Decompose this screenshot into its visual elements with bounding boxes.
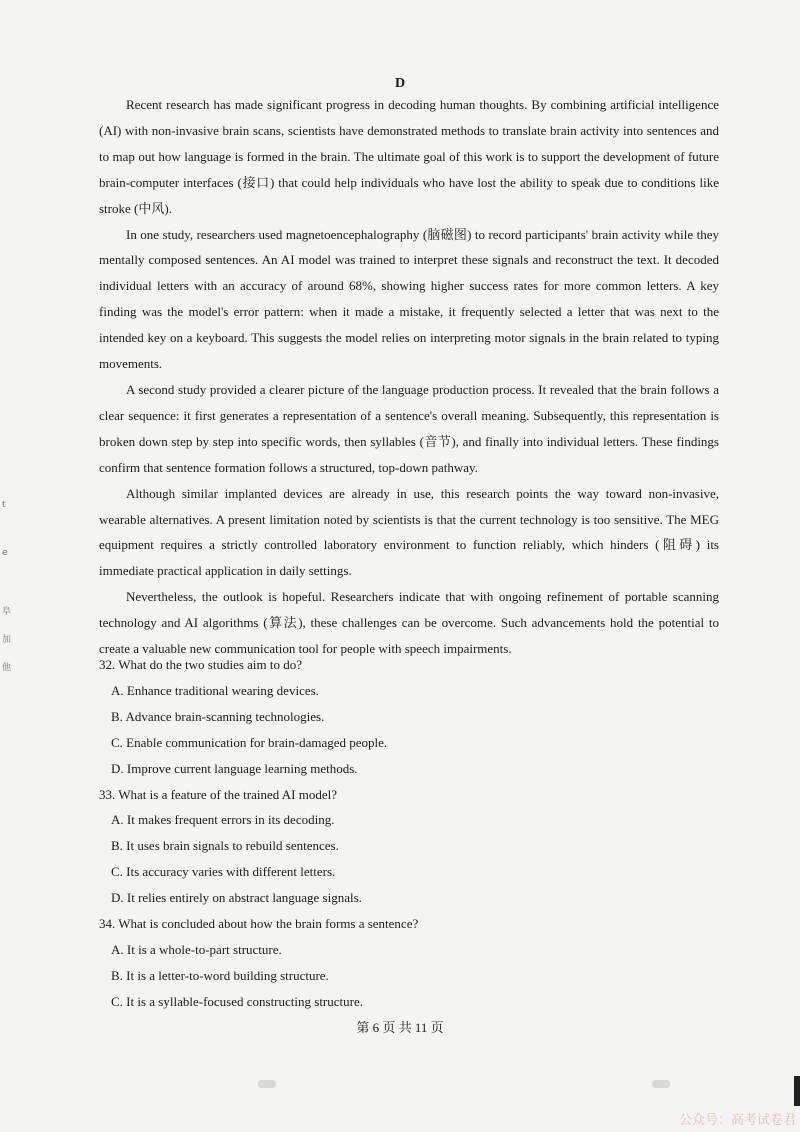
option-c: C. It is a syllable-focused constructing structure. (111, 993, 363, 1009)
margin-glyph: t (2, 500, 6, 510)
question-stem: 34. What is concluded about how the brain forms a sentence? (99, 916, 419, 932)
option-a: A. It is a whole-to-part structure. (111, 941, 282, 957)
scan-artifact (652, 1080, 670, 1088)
passage-paragraph-3: A second study provided a clearer picture of the language production process. It revealed that the brain follows a clear sequence: it first generates a representation of a sentence's overall meaning. Subsequently, this representation is broken down step by step into specific words, then syllables (音节), and finally into individual letters. These findings confirm that sentence formation follows a structured, top-down pathway. (99, 381, 719, 475)
option-a: A. Enhance traditional wearing devices. (111, 682, 319, 698)
question-list (99, 652, 719, 1015)
option-c: C. Enable communication for brain-damaged people. (111, 734, 388, 750)
question-stem: 33. What is a feature of the trained AI model? (99, 786, 338, 802)
question-stem: 32. What do the two studies aim to do? (99, 657, 303, 672)
margin-glyph: 阜 (2, 607, 12, 617)
margin-glyph: e (2, 548, 8, 558)
question-34 (99, 911, 719, 1015)
section-title: D (394, 76, 406, 91)
option-d: D. Improve current language learning methods. (111, 760, 358, 776)
scan-edge-mark (794, 1076, 800, 1106)
passage-paragraph-1: Recent research has made significant progress in decoding human thoughts. By combining artificial intelligence (AI) with non-invasive brain scans, scientists have demonstrated methods to translate brain activity into sentences and to map out how language is formed in the brain. The ultimate goal of this work is to support the development of future brain-computer interfaces (接口) that could help individuals who have lost the ability to speak due to conditions like stroke (中风). (99, 97, 719, 216)
question-32 (99, 652, 719, 782)
reading-passage (99, 92, 719, 662)
option-a: A. It makes frequent errors in its decoding. (111, 812, 335, 828)
page-number-footer: 第 6 页 共 11 页 (356, 1020, 444, 1035)
passage-paragraph-5: Nevertheless, the outlook is hopeful. Researchers indicate that with ongoing refinement of portable scanning technology and AI algorithms (算法), these challenges can be overcome. Such advancements hold the potential to create a valuable new communication tool for people with speech impairments. (99, 589, 719, 657)
question-33 (99, 782, 719, 912)
passage-paragraph-2: In one study, researchers used magnetoencephalography (脑磁图) to record participants' brain activity while they mentally composed sentences. An AI model was trained to interpret these signals and reconstruct the text. It decoded individual letters with an accuracy of around 68%, showing higher success rates for more common letters. A key finding was the model's error pattern: when it made a mistake, it frequently selected a letter that was next to the intended key on a keyboard. This suggests the model relies on interpreting motor signals in the brain related to typing movements. (99, 226, 719, 372)
watermark-text: 公众号：高考试卷君 (678, 1113, 796, 1128)
option-b: B. Advance brain-scanning technologies. (111, 708, 325, 724)
option-c: C. Its accuracy varies with different letters. (111, 864, 336, 880)
option-d: D. It relies entirely on abstract language signals. (111, 890, 362, 906)
margin-glyph: 加 (2, 635, 12, 645)
margin-glyph: 他 (2, 663, 12, 673)
passage-paragraph-4: Although similar implanted devices are already in use, this research points the way toward non-invasive, wearable alternatives. A present limitation noted by scientists is that the current technology is too sensitive. The MEG equipment requires a strictly controlled laboratory environment to function reliably, which hinders (阻碍) its immediate practical application in daily settings. (99, 485, 719, 579)
option-b: B. It uses brain signals to rebuild sentences. (111, 838, 339, 854)
scan-artifact (258, 1080, 276, 1088)
option-b: B. It is a letter-to-word building structure. (111, 967, 329, 983)
